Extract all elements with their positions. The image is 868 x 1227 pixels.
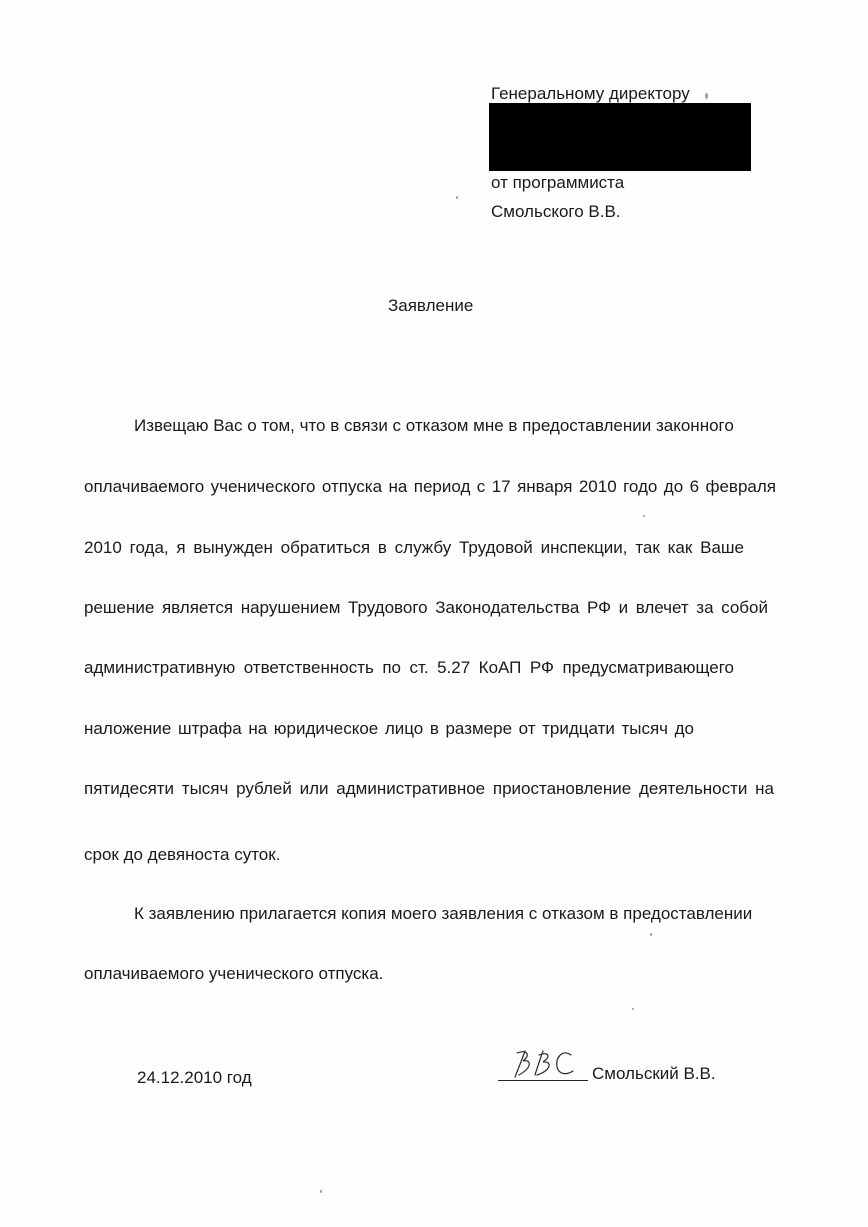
body-line-6: наложение штрафа на юридическое лицо в размере от тридцати тысяч до: [84, 719, 694, 738]
body-line-7: пятидесяти тысяч рублей или административное приостановление деятельности на: [84, 779, 774, 798]
document-title: Заявление: [388, 296, 474, 315]
addressee-title: Генеральному директору: [491, 84, 690, 103]
body-line-3: 2010 года, я вынужден обратиться в службу Трудовой инспекции, так как Ваше: [84, 538, 744, 557]
body-line-10: оплачиваемого ученического отпуска.: [84, 964, 384, 983]
body-line-1: Извещаю Вас о том, что в связи с отказом мне в предоставлении законного: [134, 416, 734, 435]
scan-speck: [632, 1008, 634, 1010]
scan-speck: [320, 1190, 322, 1193]
body-line-4: решение является нарушением Трудового Законодательства РФ и влечет за собой: [84, 598, 768, 617]
body-line-8: срок до девяноста суток.: [84, 845, 281, 864]
scan-speck: [705, 93, 708, 99]
body-line-9: К заявлению прилагается копия моего заявления с отказом в предоставлении: [134, 904, 753, 923]
handwritten-signature: [505, 1045, 585, 1085]
body-line-5: административную ответственность по ст. 5.27 КоАП РФ предусматривающего: [84, 658, 734, 677]
redacted-addressee-name: [489, 103, 751, 171]
sender-name: Смольского В.В.: [491, 202, 621, 221]
scan-speck: [456, 196, 458, 199]
document-date: 24.12.2010 год: [137, 1068, 252, 1087]
body-line-2: оплачиваемого ученического отпуска на период с 17 января 2010 годо до 6 февраля: [84, 477, 776, 496]
scan-speck: [650, 933, 652, 936]
sender-position: от программиста: [491, 173, 625, 192]
scan-speck: [643, 515, 645, 517]
signer-name: Смольский В.В.: [592, 1064, 716, 1083]
